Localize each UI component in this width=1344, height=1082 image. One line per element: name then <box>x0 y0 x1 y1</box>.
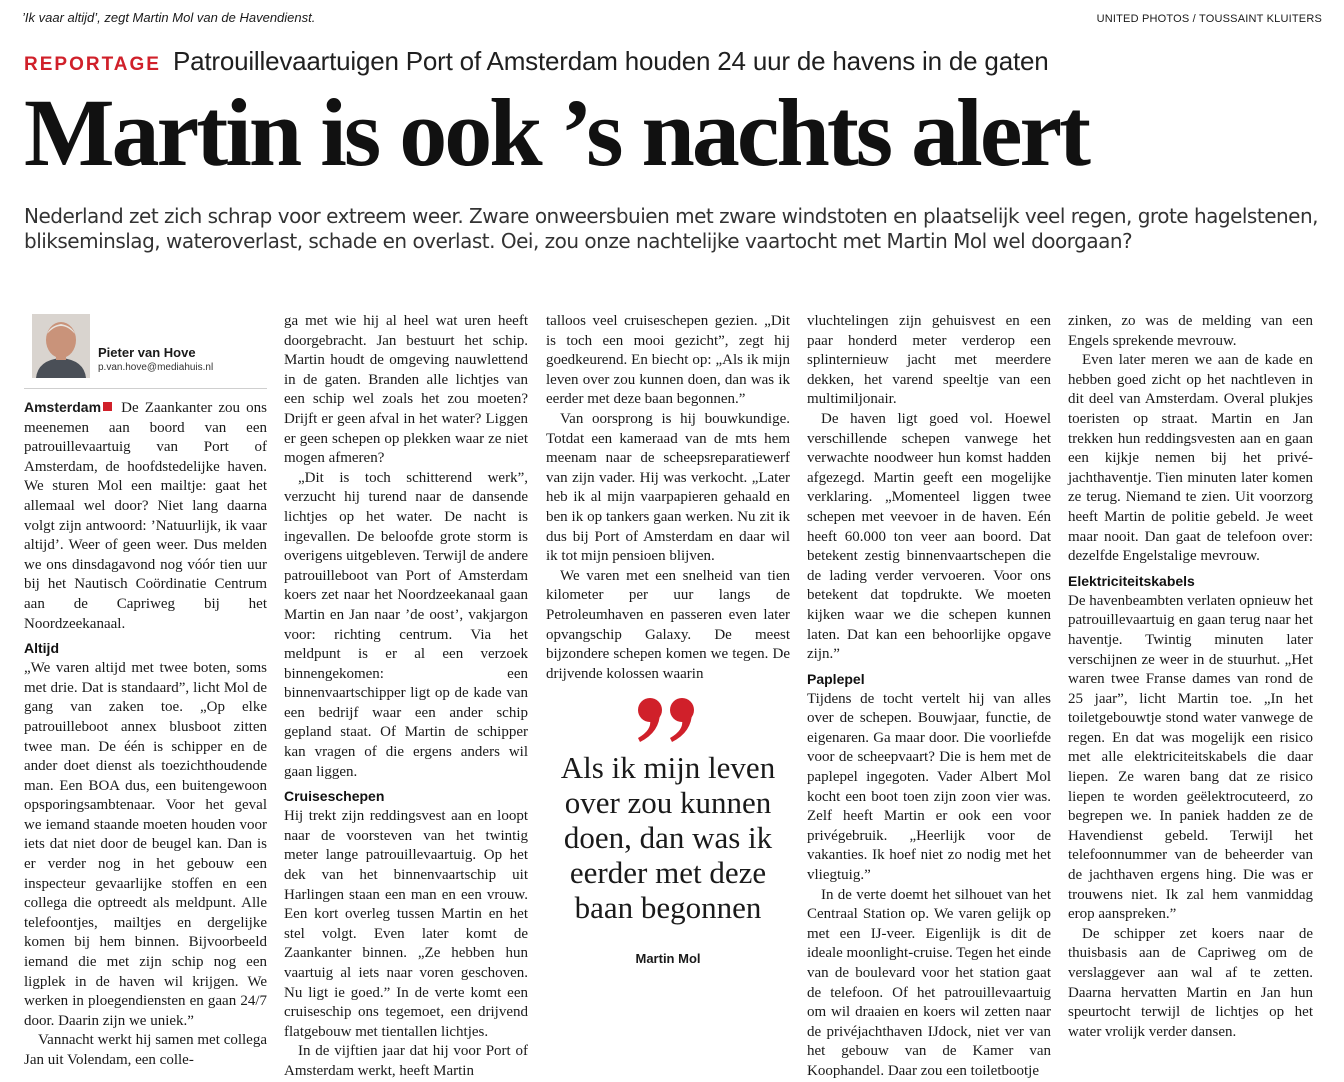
subheading: Cruiseschepen <box>284 788 385 805</box>
quote-mark-icon <box>632 696 704 744</box>
subheading: Paplepel <box>807 670 865 687</box>
author-avatar <box>32 314 90 378</box>
paragraph: We varen met een snelheid van tien kilometer per uur langs de Petroleumhaven en passeren even later opvangschip Galaxy. De meest bijzondere schepen komen we tegen. De drijvende kolossen waarin <box>546 567 790 682</box>
paragraph: Van oorsprong is hij bouwkundige. Totdat een kameraad van de mts hem meenam naar de scheepsreparatiewerf van zijn vader. Hij was verkocht. „Later heb ik al mijn vaarpapieren gehaald en ben ik op tankers gaan werken. Nu zit ik dus bij Port of Amsterdam en daar wil ik tot mijn pensioen blijven. <box>546 410 790 565</box>
dateline: Amsterdam <box>24 399 102 415</box>
paragraph: Tijdens de tocht vertelt hij van alles over de schepen. Bouwjaar, functie, de eigenaren. Ga maar door. Die voorliefde voor de scheepvaart? Die is hem met de paplepel ingegoten. Vader Albert Mol kocht een boot toen zijn zoon vier was. Zelf heeft Martin er ook een voor privégebruik. „Heerlijk voor de vakanties. Ik hoef niet zo nodig met het vliegtuig.” <box>807 690 1051 884</box>
subheading: Altijd <box>24 640 59 657</box>
paragraph: Vannacht werkt hij samen met collega Jan uit Volendam, een colle- <box>24 1032 267 1068</box>
paragraph: „Dit is toch schitterend werk”, verzucht hij turend naar de dansende lichtjes op het water. De nacht is ingevallen. De beloofde grote storm is overigens uitgebleven. Terwijl de andere patrouilleboot van Port of Amsterdam koers zet naar het Noordzeekanaal gaan Martin en Jan naar ’de oost’, vakjargon voor: richting centrum. Via het meldpunt is er al een verzoek binnengekomen: een binnenvaartschipper ligt op de kade van een bedrijf waar een ander schip gepland staat. Of Martin de schipper kan vragen of die ergens anders wil gaan liggen. <box>284 469 528 780</box>
author-byline <box>24 312 267 389</box>
paragraph: ga met wie hij al heel wat uren heeft doorgebracht. Jan bestuurt het schip. Martin houdt de omgeving nauwlettend in de gaten. Branden alle lichtjes van een schip wel zoals het zou moeten? Drijft er geen afval in het water? Liggen er geen schepen op plekken waar ze niet mogen afmeren? <box>284 313 528 467</box>
article-column-3 <box>546 312 790 684</box>
paragraph: De havenbeambten verlaten opnieuw het patrouillevaartuig en gaan terug naar het haventje. Twintig minuten later verschijnen ze weer in de stuurhut. „Het waren twee Franse dames van rond de 25 jaar”, licht Martin toe. „In het toiletgebouwtje stond water vanwege de regen. En dat was mogelijk een risico met alle elektriciteitskabels die daar liepen. Ze waren bang dat ze risico liepen te worden geëlektrocuteerd, zo begrepen we. In paniek hadden ze de Havendienst gebeld. Terwijl het telefoonnummer van de beheerder van de jachthaven ergens hing. Die was er trouwens niet. Ik zal hem vanmiddag erop aanspreken.” <box>1068 592 1313 923</box>
section-kicker: REPORTAGE <box>24 54 161 75</box>
paragraph <box>24 398 267 634</box>
intro-paragraph: Nederland zet zich schrap voor extreem weer. Zware onweersbuien met zware windstoten en plaatselijk veel regen, grote hagelstenen, blikseminslag, wateroverlast, schade en overlast. Oei, zou onze nachtelijke vaartocht met Martin Mol wel doorgaan? <box>24 204 1319 253</box>
dateline-marker <box>103 402 112 411</box>
paragraph-text: De Zaankanter zou ons meenemen aan boord van een patrouillevaartuig van Port of Amsterdam, de hoofdstedelijke haven. We sturen Mol een mailtje: gaat het allemaal wel door? Niet lang daarna volgt zijn antwoord: ’Natuurlijk, ik vaar altijd’. Weer of geen weer. Dus melden we ons dinsdagavond nog vóór tien uur bij het Nautisch Coördinatie Centrum aan de Capriweg bij het Noordzeekanaal. <box>24 400 267 632</box>
pull-quote-text: Als ik mijn leven over zou kunnen doen, dan was ik eerder met deze baan begonnen <box>560 750 776 925</box>
photo-credit: UNITED PHOTOS / TOUSSAINT KLUITERS <box>1096 13 1322 25</box>
article-column-1 <box>24 398 267 1071</box>
article-column-2 <box>284 312 528 1082</box>
paragraph: In de verte doemt het silhouet van het Centraal Station op. We varen gelijk op met een IJ-veer. Eigenlijk is dit de ideale moonlight-cruise. Tegen het einde van de boulevard voor het station gaat de telefoon. Of het patrouillevaartuig om wil draaien en koers wil zetten naar de privéjachthaven IJdock, niet ver van het gebouw van de Kamer van Koophandel. Daar zou een toiletbootje <box>807 886 1052 1079</box>
paragraph: De schipper zet koers naar de thuisbasis aan de Capriweg om de verslaggever aan wal af te zetten. Daarna hervatten Martin en Jan hun speurtocht terwijl de lichtjes op het water vrolijk verder dansen. <box>1068 925 1313 1040</box>
author-name: Pieter van Hove <box>98 345 196 360</box>
headline: Martin is ook ’s nachts alert <box>24 79 1089 186</box>
article-column-5 <box>1068 312 1313 1042</box>
author-email: p.van.hove@mediahuis.nl <box>98 362 214 373</box>
paragraph: vluchtelingen zijn gehuisvest en een paar honderd meter verderop een splinternieuw jacht met meerdere dekken, het varend speeltje van een multimiljonair. <box>807 313 1051 408</box>
paragraph: In de vijftien jaar dat hij voor Port of Amsterdam werkt, heeft Martin <box>284 1043 528 1079</box>
quote-mark-glyph <box>638 698 694 742</box>
paragraph: zinken, zo was de melding van een Engels sprekende mevrouw. <box>1068 313 1313 349</box>
paragraph: talloos veel cruiseschepen gezien. „Dit is toch een mooi gezicht”, zegt hij goedkeurend. En biecht op: „Als ik mijn leven over zou kunnen doen, dan was ik eerder met deze baan begonnen.” <box>546 313 790 408</box>
kicker-row <box>24 46 1049 77</box>
subheadline: Patrouillevaartuigen Port of Amsterdam houden 24 uur de havens in de gaten <box>172 46 1049 76</box>
pull-quote <box>546 696 790 966</box>
paragraph: „We varen altijd met twee boten, soms met drie. Dat is standaard”, licht Mol de gang van zaken toe. „Op elke patrouilleboot annex blusboot zitten twee man. De één is schipper en de ander doet dienst als toezichthoudende man. Een BOA dus, een buitengewoon opsporingsambtenaar. Voor het geval we iemand staande moeten houden voor iets dat niet door de beugel kan. Dan is er verder nog in het gebouw een inspecteur gevaarlijke stoffen en een collega die optreedt als meldpunt. Alle telefoontjes, mailtjes en dergelijke komen bij hem binnen. Bijvoorbeeld iemand die met zijn schip nog een ligplek in de haven wil krijgen. We werken in ploegendiensten en gaan 24/7 door. Daarin zijn we uniek.” <box>24 660 267 1029</box>
article-column-4 <box>807 312 1051 1082</box>
paragraph: Even later meren we aan de kade en hebben goed zicht op het nachtleven in dit deel van Amsterdam. Overal plukjes toeristen op straat. Martin en Jan trekken hun reddingsvesten aan en gaan een kijkje nemen bij het privé-jachthaventje. Tien minuten later komen ze terug. Niemand te zien. Uit voorzorg heeft Martin de politie gebeld. Je weet maar nooit. Dan gaat de telefoon over: dezelfde Engelstalige mevrouw. <box>1068 352 1313 565</box>
paragraph: Hij trekt zijn reddingsvest aan en loopt naar de voorsteven van het twintig meter lange patrouillevaartuig. Op het dek van het binnenvaartschip uit Harlingen staan een man en een vrouw. Een kort overleg tussen Martin en het stel volgt. Even later komt de Zaankanter binnen. „Ze hebben hun vaartuig al iets naar voren geschoven. Nu ligt ie goed.” In de verte komt een cruiseschip ons tegemoet, een drijvend flatgebouw met tientallen lichtjes. <box>284 808 528 1040</box>
pull-quote-author: Martin Mol <box>635 951 701 966</box>
photo-caption: ’Ik vaar altijd’, zegt Martin Mol van de Havendienst. <box>22 10 316 25</box>
paragraph: De haven ligt goed vol. Hoewel verschillende schepen vanwege het verwachte noodweer hun komst hadden afgezegd. Martin geeft een mogelijke verklaring. „Momenteel liggen twee schepen met veevoer in de haven. Eén heeft 60.000 ton veer aan boord. Dat betekent zestig binnenvaartschepen die de lading verder vervoeren. Voor ons betekent dat topdrukte. We moeten kijken waar we die schepen kunnen laten. Dat kan een behoorlijke opgave zijn.” <box>807 410 1051 663</box>
subheading: Elektriciteitskabels <box>1068 572 1195 589</box>
